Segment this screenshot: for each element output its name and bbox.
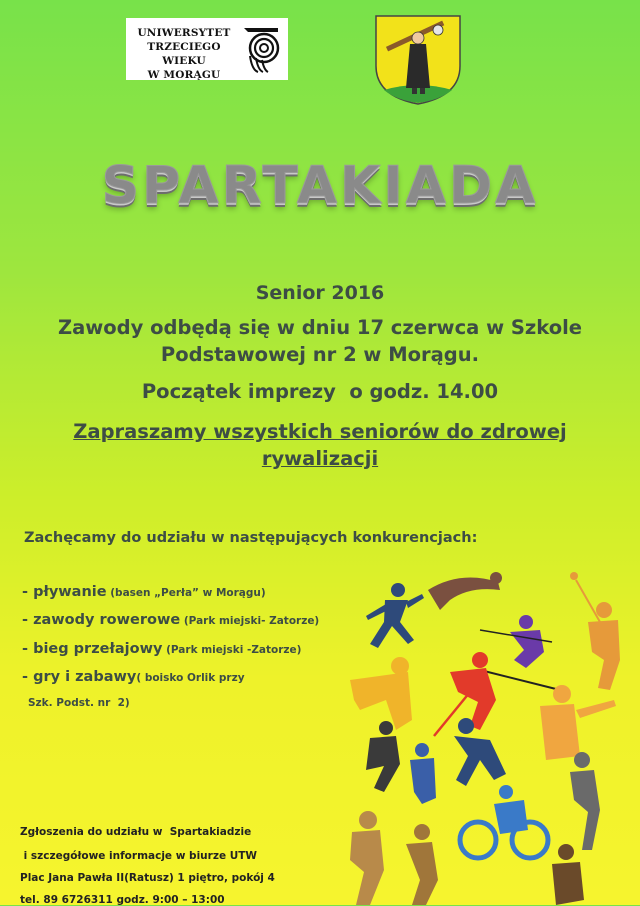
event-description [0,314,640,368]
footer-line-3: Plac Jana Pawła II(Ratusz) 1 piętro, pokój 4 [20,872,275,884]
invite-line-1: Zapraszamy wszystkich seniorów do zdrowej [73,420,567,443]
sprinter-figure [350,657,412,730]
competition-name: - gry i zabawy [22,669,137,685]
competition-item [22,584,266,600]
runner-bottom-left-figure [350,811,384,905]
competition-item [22,669,245,685]
hammer-thrower-figure [570,572,620,690]
competition-item [22,612,319,628]
spiral-emblem-icon [238,22,284,76]
walker-figure [570,752,600,850]
competition-name: - zawody rowerowe [22,612,181,628]
competition-note: ( boisko Orlik przy [136,672,245,684]
logo-line-2: TRZECIEGO WIEKU [147,41,221,67]
competition-note: (Park miejski- Zatorze) [180,615,320,627]
competition-note: (basen „Perła” w Morągu) [106,587,266,599]
logo-line-3: W MORĄGU [147,69,221,81]
runner-bottom-mid-figure [406,824,438,905]
invitation [0,418,640,472]
runner-bottom-right-figure [552,844,584,905]
competition-note-continued: Szk. Podst. nr 2) [28,697,130,709]
utw-logo-text [130,26,238,82]
competition-item [22,641,301,657]
runner-figure [366,583,424,648]
start-time: Początek imprezy o godz. 14.00 [141,380,499,403]
footer-line-1: Zgłoszenia do udziału w Spartakiadzie [20,826,252,838]
coat-of-arms-icon [374,14,462,106]
encourage-text: Zachęcamy do udziału w następujących konkurencjach: [24,530,478,546]
cyclist-body [494,785,528,834]
subtitle: Senior 2016 [255,282,385,304]
competition-name: - pływanie [22,584,107,600]
batter-figure [410,743,436,804]
page-title: SPARTAKIADA [101,156,539,216]
high-jumper-figure [428,572,502,610]
utw-logo [126,18,288,80]
logo-line-1: UNIWERSYTET [137,27,231,39]
competition-note: (Park miejski -Zatorze) [162,644,302,656]
invite-line-2: rywalizacji [261,447,379,470]
baseball-player-figure [366,721,400,792]
skier-figure [480,615,560,690]
sports-silhouettes-illustration [330,560,640,905]
cricketer-figure [540,685,616,760]
event-line-1: Zawody odbędą się w dniu 17 czerwca w Szkole [57,316,583,339]
event-line-2: Podstawowej nr 2 w Morągu. [160,343,480,366]
footer-line-4: tel. 89 6726311 godz. 9:00 – 13:00 [20,894,225,906]
footer-line-2: i szczegółowe informacje w biurze UTW [20,850,257,862]
competition-name: - bieg przełajowy [22,641,163,657]
